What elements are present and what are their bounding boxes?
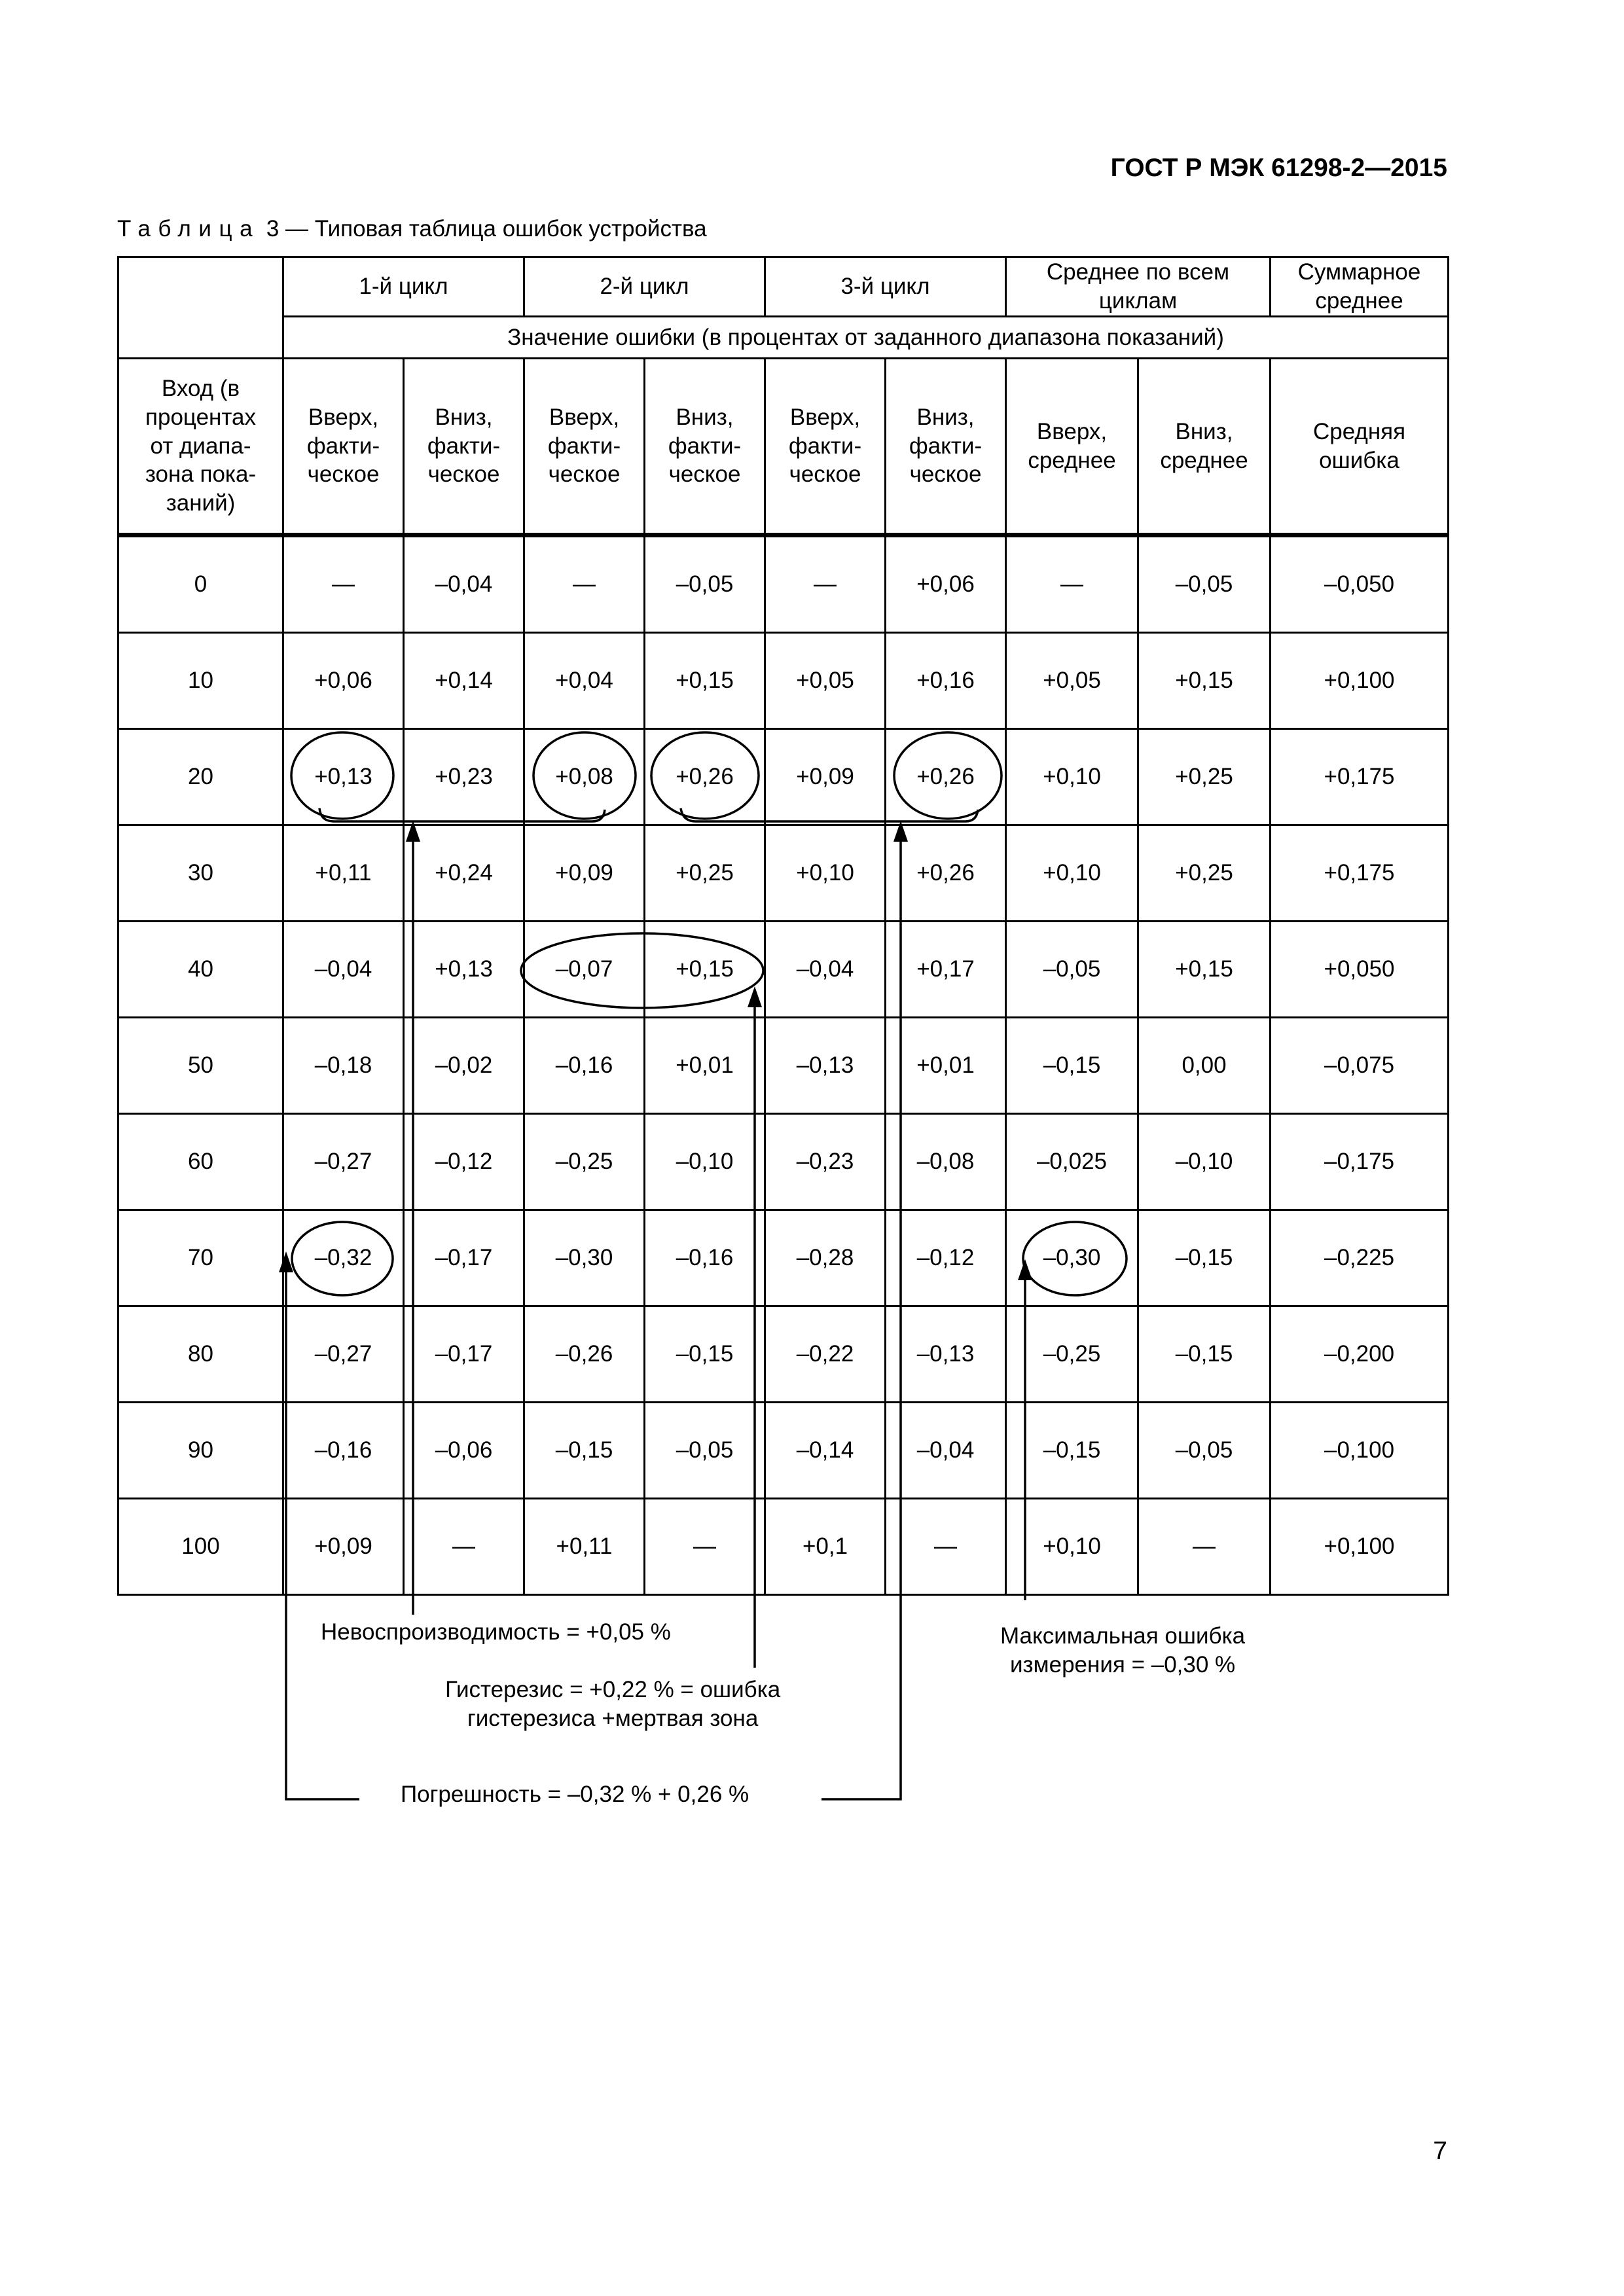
value-cell: +0,26 [886,729,1006,825]
table-caption [117,216,707,242]
value-cell: — [765,535,886,633]
value-cell: –0,04 [283,922,404,1018]
input-cell: 90 [118,1403,283,1499]
value-cell: –0,30 [1006,1210,1138,1306]
value-cell: –0,05 [1138,535,1271,633]
value-cell: –0,14 [765,1403,886,1499]
caption-number: 3 [266,216,280,242]
input-cell: 100 [118,1499,283,1595]
note-hysteresis-line2: гистерезиса +мертвая зона [467,1705,759,1731]
value-cell: +0,09 [283,1499,404,1595]
subheader: Вниз, факти-ческое [645,359,765,535]
value-cell: –0,200 [1271,1306,1449,1403]
value-cell: –0,02 [404,1018,524,1114]
value-cell: –0,07 [524,922,645,1018]
value-cell: –0,15 [524,1403,645,1499]
header-error-span: Значение ошибки (в процентах от заданного диапазона показаний) [283,317,1449,359]
value-cell: +0,14 [404,633,524,729]
value-cell: –0,32 [283,1210,404,1306]
value-cell: +0,050 [1271,922,1449,1018]
subheader: Вниз, факти-ческое [886,359,1006,535]
note-hysteresis-line1: Гистерезис = +0,22 % = ошибка [445,1677,781,1702]
value-cell: –0,05 [1006,922,1138,1018]
table-row [118,1499,1449,1595]
value-cell: –0,30 [524,1210,645,1306]
table-row [118,922,1449,1018]
value-cell: –0,25 [1006,1306,1138,1403]
error-table [117,256,1449,1596]
header-total-average: Суммарное среднее [1271,257,1449,317]
header-cycle-3: 3-й цикл [765,257,1006,317]
value-cell: +0,04 [524,633,645,729]
input-cell: 80 [118,1306,283,1403]
value-cell: +0,26 [886,825,1006,922]
value-cell: –0,18 [283,1018,404,1114]
value-cell: +0,09 [524,825,645,922]
value-cell: –0,17 [404,1210,524,1306]
header-cycle-1: 1-й цикл [283,257,524,317]
value-cell: –0,25 [524,1114,645,1210]
value-cell: –0,12 [886,1210,1006,1306]
value-cell: +0,05 [1006,633,1138,729]
table-row [118,1306,1449,1403]
value-cell: –0,025 [1006,1114,1138,1210]
value-cell: +0,10 [1006,729,1138,825]
value-cell: 0,00 [1138,1018,1271,1114]
value-cell: –0,28 [765,1210,886,1306]
value-cell: –0,16 [645,1210,765,1306]
table-row [118,633,1449,729]
value-cell: +0,01 [645,1018,765,1114]
value-cell: +0,10 [1006,1499,1138,1595]
table-row [118,825,1449,922]
document-id: ГОСТ Р МЭК 61298-2—2015 [1110,154,1447,182]
table-row [118,1210,1449,1306]
header-cycle-2: 2-й цикл [524,257,765,317]
value-cell: –0,12 [404,1114,524,1210]
caption-label: Таблица [117,216,261,242]
value-cell: +0,26 [645,729,765,825]
value-cell: +0,25 [645,825,765,922]
value-cell: +0,06 [886,535,1006,633]
value-cell: –0,06 [404,1403,524,1499]
value-cell: –0,15 [1138,1210,1271,1306]
value-cell: –0,04 [404,535,524,633]
value-cell: +0,15 [1138,922,1271,1018]
input-cell: 70 [118,1210,283,1306]
note-max-error-line1: Максимальная ошибка [1000,1623,1246,1649]
value-cell: –0,05 [1138,1403,1271,1499]
table-row [118,729,1449,825]
input-cell: 50 [118,1018,283,1114]
value-cell: +0,16 [886,633,1006,729]
header-cycle-average: Среднее по всем циклам [1006,257,1271,317]
value-cell: –0,075 [1271,1018,1449,1114]
value-cell: –0,16 [283,1403,404,1499]
value-cell: –0,17 [404,1306,524,1403]
value-cell: +0,01 [886,1018,1006,1114]
header-input: Вход (в процентах от диапа-зона пока-заний) [118,359,283,535]
value-cell: –0,15 [1006,1403,1138,1499]
value-cell: +0,100 [1271,1499,1449,1595]
value-cell: +0,15 [645,633,765,729]
value-cell: — [1138,1499,1271,1595]
header-corner [118,257,283,359]
table-body [118,535,1449,1595]
value-cell: +0,17 [886,922,1006,1018]
value-cell: +0,09 [765,729,886,825]
value-cell: +0,10 [765,825,886,922]
value-cell: –0,100 [1271,1403,1449,1499]
value-cell: +0,175 [1271,825,1449,922]
input-cell: 20 [118,729,283,825]
value-cell: –0,13 [765,1018,886,1114]
input-cell: 60 [118,1114,283,1210]
value-cell: +0,11 [283,825,404,922]
value-cell: –0,04 [765,922,886,1018]
value-cell: –0,05 [645,535,765,633]
value-cell: –0,16 [524,1018,645,1114]
input-cell: 30 [118,825,283,922]
value-cell: –0,225 [1271,1210,1449,1306]
value-cell: +0,24 [404,825,524,922]
subheader: Вниз, среднее [1138,359,1271,535]
value-cell: +0,100 [1271,633,1449,729]
value-cell: — [524,535,645,633]
note-repeatability: Невоспроизводимость = +0,05 % [321,1619,671,1645]
note-max-error-line2: измерения = –0,30 % [1009,1651,1236,1677]
value-cell: +0,15 [1138,633,1271,729]
value-cell: +0,25 [1138,825,1271,922]
page-number: 7 [1433,2137,1447,2165]
value-cell: –0,10 [645,1114,765,1210]
value-cell: –0,13 [886,1306,1006,1403]
table-row [118,1114,1449,1210]
value-cell: –0,10 [1138,1114,1271,1210]
value-cell: — [1006,535,1138,633]
value-cell: +0,08 [524,729,645,825]
note-inaccuracy: Погрешность = –0,32 % + 0,26 % [401,1782,749,1807]
value-cell: — [283,535,404,633]
subheader: Вверх, среднее [1006,359,1138,535]
value-cell: –0,15 [1006,1018,1138,1114]
value-cell: +0,15 [645,922,765,1018]
value-cell: –0,27 [283,1306,404,1403]
table-row [118,535,1449,633]
value-cell: –0,26 [524,1306,645,1403]
value-cell: +0,1 [765,1499,886,1595]
value-cell: –0,22 [765,1306,886,1403]
value-cell: — [645,1499,765,1595]
caption-text: — Типовая таблица ошибок устройства [285,216,707,242]
subheader: Вверх, факти-ческое [765,359,886,535]
value-cell: –0,08 [886,1114,1006,1210]
value-cell: +0,23 [404,729,524,825]
value-cell: –0,175 [1271,1114,1449,1210]
value-cell: +0,13 [283,729,404,825]
value-cell: –0,050 [1271,535,1449,633]
value-cell: — [404,1499,524,1595]
value-cell: –0,27 [283,1114,404,1210]
input-cell: 40 [118,922,283,1018]
subheader: Вверх, факти-ческое [524,359,645,535]
value-cell: — [886,1499,1006,1595]
input-cell: 10 [118,633,283,729]
table-row [118,1018,1449,1114]
value-cell: –0,05 [645,1403,765,1499]
table-row [118,1403,1449,1499]
value-cell: +0,175 [1271,729,1449,825]
value-cell: –0,23 [765,1114,886,1210]
value-cell: +0,25 [1138,729,1271,825]
subheader: Вниз, факти-ческое [404,359,524,535]
value-cell: –0,15 [645,1306,765,1403]
value-cell: +0,05 [765,633,886,729]
value-cell: +0,10 [1006,825,1138,922]
input-cell: 0 [118,535,283,633]
value-cell: –0,15 [1138,1306,1271,1403]
value-cell: +0,13 [404,922,524,1018]
note-max-error [1000,1622,1245,1679]
subheader: Вверх, факти-ческое [283,359,404,535]
value-cell: +0,06 [283,633,404,729]
value-cell: –0,04 [886,1403,1006,1499]
value-cell: +0,11 [524,1499,645,1595]
subheader: Средняя ошибка [1271,359,1449,535]
note-hysteresis [445,1676,780,1733]
